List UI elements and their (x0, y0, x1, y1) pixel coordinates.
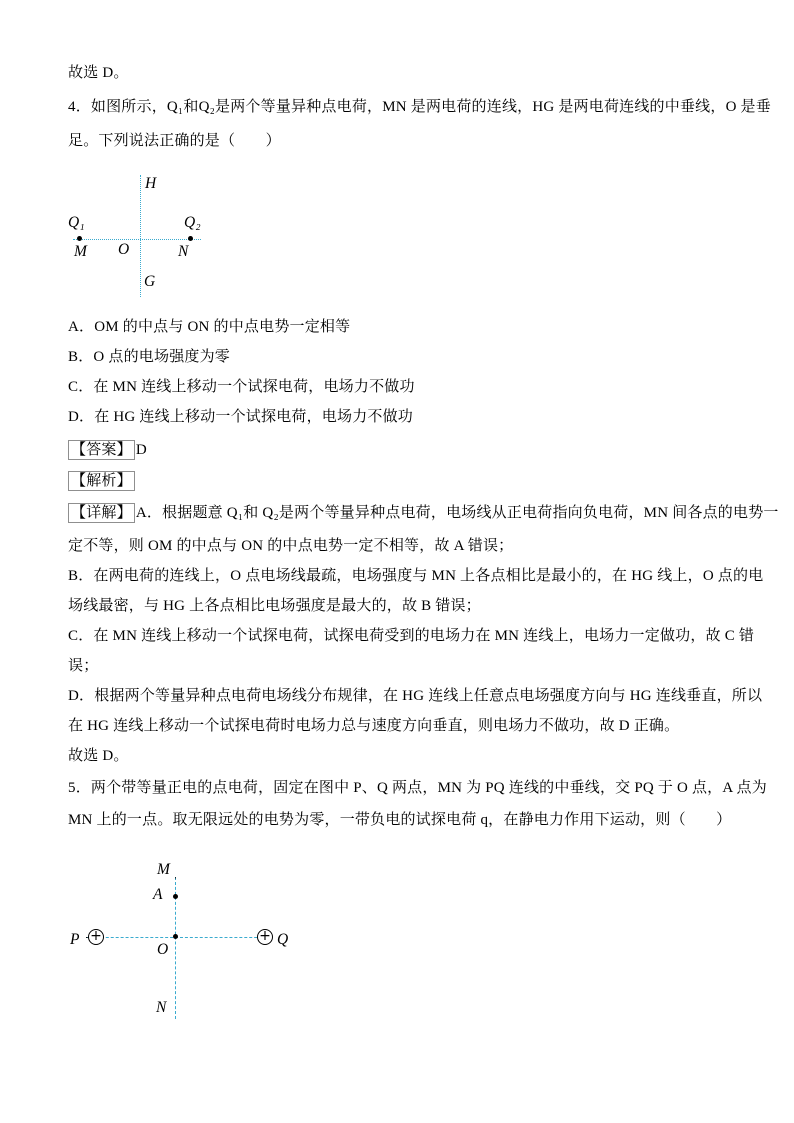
q5-point-o-dot (173, 934, 178, 939)
q4-charge-connection-line (73, 239, 201, 240)
q5-charge-connection-line (86, 937, 272, 938)
q4-option-a: A．OM 的中点与 ON 的中点电势一定相等 (68, 319, 351, 335)
answer-value: D (135, 442, 147, 458)
q4-charge1-dot (77, 236, 82, 241)
q4-label-g: G (144, 273, 156, 290)
q4-option-c: C．在 MN 连线上移动一个试探电荷，电场力不做功 (68, 379, 415, 395)
q4-perpendicular-bisector-line (140, 175, 141, 297)
q4-stem-line-1: 4．如图所示，Q₁和Q₂是两个等量异种点电荷，MN 是两电荷的连线，HG 是两电荷连线的中垂线，O 是垂 (68, 99, 771, 115)
q5-point-a-dot (173, 894, 178, 899)
q5-figure (60, 853, 310, 1028)
detail-text-1: A．根据题意 Q₁和 Q₂是两个等量异种点电荷，电场线从正电荷指向负电荷，MN 间各点的电势一 (135, 505, 779, 521)
q4-label-n: N (178, 243, 189, 260)
prev-question-conclusion: 故选 D。 (68, 65, 129, 81)
q5-stem-line-2: MN 上的一点。取无限远处的电势为零，一带负电的试探电荷 q，在静电力作用下运动，则（ ） (68, 812, 732, 828)
q5-label-m: M (157, 861, 170, 878)
q4-option-d: D．在 HG 连线上移动一个试探电荷，电场力不做功 (68, 409, 413, 425)
q4-detail-line-7: D．根据两个等量异种点电荷电场线分布规律，在 HG 连线上任意点电场强度方向与 HG 连线垂直，所以 (68, 688, 763, 704)
q4-stem-line-2: 足。下列说法正确的是（ ） (68, 133, 281, 149)
q4-label-q1: Q₁ (68, 214, 85, 231)
q4-label-q2: Q₂ (184, 214, 201, 231)
q4-figure (60, 170, 225, 305)
q4-detail-line-1 (68, 503, 779, 523)
q5-positive-charge-q-icon: + (257, 929, 273, 945)
q5-label-a: A (153, 886, 163, 903)
detail-tag: 【详解】 (68, 503, 135, 523)
q5-label-p: P (70, 931, 80, 948)
answer-tag: 【答案】 (68, 440, 135, 460)
q4-detail-line-4: 场线最密，与 HG 上各点相比电场强度是最大的，故 B 错误； (68, 598, 481, 614)
q5-label-n: N (156, 999, 167, 1016)
q4-conclusion: 故选 D。 (68, 748, 129, 764)
q5-positive-charge-p-icon: + (88, 929, 104, 945)
analysis-tag: 【解析】 (68, 471, 135, 491)
q4-detail-line-8: 在 HG 连线上移动一个试探电荷时电场力总与速度方向垂直，则电场力不做功，故 D 正确。 (68, 718, 680, 734)
q5-label-q: Q (277, 931, 289, 948)
q4-charge2-dot (188, 236, 193, 241)
q5-stem-line-1: 5．两个带等量正电的点电荷，固定在图中 P、Q 两点，MN 为 PQ 连线的中垂线，交 PQ 于 O 点，A 点为 (68, 780, 767, 796)
q4-detail-line-2: 定不等，则 OM 的中点与 ON 的中点电势一定不相等，故 A 错误； (68, 538, 514, 554)
q4-detail-line-3: B．在两电荷的连线上，O 点电场线最疏，电场强度与 MN 上各点相比是最小的，在 HG 线上，O 点的电 (68, 568, 764, 584)
q5-label-o: O (157, 941, 169, 958)
q4-analysis-line (68, 471, 136, 491)
q4-label-h: H (145, 175, 157, 192)
q4-answer-line (68, 440, 147, 460)
q4-label-m: M (74, 243, 87, 260)
q4-detail-line-6: 误； (68, 658, 99, 674)
q4-detail-line-5: C．在 MN 连线上移动一个试探电荷，试探电荷受到的电场力在 MN 连线上，电场力一定做功，故 C 错 (68, 628, 755, 644)
q4-label-o: O (118, 241, 130, 258)
q4-option-b: B．O 点的电场强度为零 (68, 349, 230, 365)
